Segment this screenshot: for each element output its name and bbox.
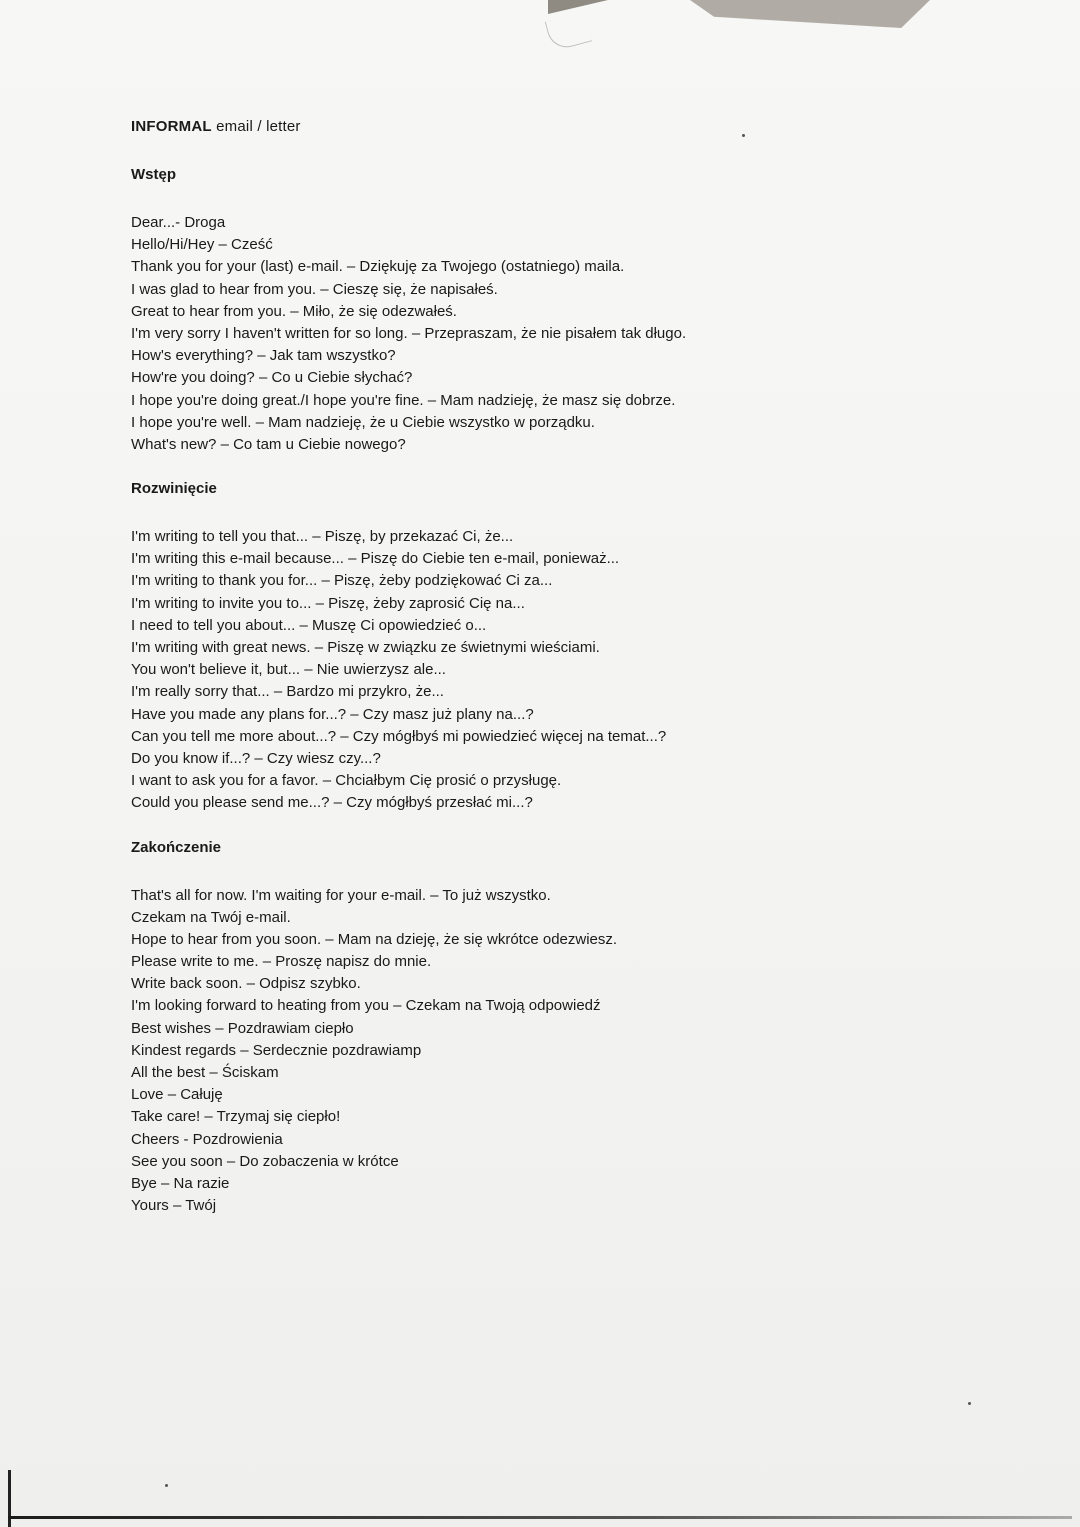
speck xyxy=(165,1484,168,1487)
phrase-line: See you soon – Do zobaczenia w krótce xyxy=(131,1152,399,1170)
section xyxy=(131,166,931,456)
phrase-line: Best wishes – Pozdrawiam ciepło xyxy=(131,1019,354,1037)
document-title xyxy=(131,118,931,140)
phrase-line: Czekam na Twój e-mail. xyxy=(131,908,291,926)
phrase-line: I was glad to hear from you. – Cieszę się, że napisałeś. xyxy=(131,280,498,298)
phrase-line: You won't believe it, but... – Nie uwierzysz ale... xyxy=(131,661,446,679)
phrase-line: Could you please send me...? – Czy mógłbyś przesłać mi...? xyxy=(131,794,533,812)
section-heading: Wstęp xyxy=(131,166,176,183)
phrase-line: Thank you for your (last) e-mail. – Dziękuję za Twojego (ostatniego) maila. xyxy=(131,258,625,276)
phrase-line: I want to ask you for a favor. – Chciałbym Cię prosić o przysługę. xyxy=(131,772,562,790)
phrase-line: I hope you're well. – Mam nadzieję, że u Ciebie wszystko w porządku. xyxy=(131,413,595,431)
phrase-line: I hope you're doing great./I hope you're fine. – Mam nadzieję, że masz się dobrze. xyxy=(131,391,676,409)
phrase-line: Take care! – Trzymaj się ciepło! xyxy=(131,1108,341,1126)
phrase-line: Kindest regards – Serdecznie pozdrawiamp xyxy=(131,1041,422,1059)
phrase-line: How's everything? – Jak tam wszystko? xyxy=(131,347,396,365)
phrase-line: Love – Całuję xyxy=(131,1086,223,1104)
section xyxy=(131,839,931,1218)
phrase-line: I'm writing with great news. – Piszę w związku ze świetnymi wieściami. xyxy=(131,639,600,656)
phrase-line: How're you doing? – Co u Ciebie słychać? xyxy=(131,369,413,387)
paper-crease xyxy=(545,11,593,52)
phrase-line: I need to tell you about... – Muszę Ci opowiedzieć o... xyxy=(131,616,487,634)
phrase-line: Please write to me. – Proszę napisz do mnie. xyxy=(131,953,432,971)
torn-corner-right xyxy=(690,0,930,28)
phrase-line: Yours – Twój xyxy=(131,1197,217,1215)
title-rest: email / letter xyxy=(211,118,301,135)
phrase-line: Great to hear from you. – Miło, że się odezwałeś. xyxy=(131,302,457,320)
phrase-line: I'm really sorry that... – Bardzo mi przykro, że... xyxy=(131,683,444,701)
section-heading: Zakończenie xyxy=(131,838,222,856)
phrase-line: That's all for now. I'm waiting for your e-mail. – To już wszystko. xyxy=(131,886,551,904)
phrase-line: I'm looking forward to heating from you – Czekam na Twoją odpowiedź xyxy=(131,997,601,1015)
phrase-line: Can you tell me more about...? – Czy mógłbyś mi powiedzieć więcej na temat...? xyxy=(131,727,667,745)
phrase-line: Hope to hear from you soon. – Mam na dzieję, że się wkrótce odezwiesz. xyxy=(131,930,618,948)
document-body xyxy=(131,118,931,1241)
phrase-line: I'm very sorry I haven't written for so long. – Przepraszam, że nie pisałem tak długo. xyxy=(131,324,687,342)
sections xyxy=(131,166,931,1217)
phrase-line: I'm writing to thank you for... – Piszę, żeby podziękować Ci za... xyxy=(131,572,553,590)
phrase-line: What's new? – Co tam u Ciebie nowego? xyxy=(131,435,406,453)
phrase-line: Dear...- Droga xyxy=(131,214,226,231)
phrase-line: Have you made any plans for...? – Czy masz już plany na...? xyxy=(131,705,534,723)
phrase-line: I'm writing this e-mail because... – Piszę do Ciebie ten e-mail, ponieważ... xyxy=(131,550,620,568)
phrase-line: Write back soon. – Odpisz szybko. xyxy=(131,975,361,993)
phrase-line: Cheers - Pozdrowienia xyxy=(131,1130,283,1148)
phrase-line: I'm writing to invite you to... – Piszę, żeby zaprosić Cię na... xyxy=(131,594,525,612)
section xyxy=(131,480,931,814)
title-bold: INFORMAL xyxy=(131,118,212,135)
phrase-line: All the best – Ściskam xyxy=(131,1064,279,1081)
speck xyxy=(968,1402,971,1405)
section-heading: Rozwinięcie xyxy=(131,480,217,498)
phrase-line: Bye – Na razie xyxy=(131,1174,230,1192)
phrase-line: Hello/Hi/Hey – Cześć xyxy=(131,236,273,254)
page-edge-bottom xyxy=(8,1516,1072,1519)
phrase-line: I'm writing to tell you that... – Piszę, by przekazać Ci, że... xyxy=(131,528,514,546)
phrase-line: Do you know if...? – Czy wiesz czy...? xyxy=(131,749,381,767)
